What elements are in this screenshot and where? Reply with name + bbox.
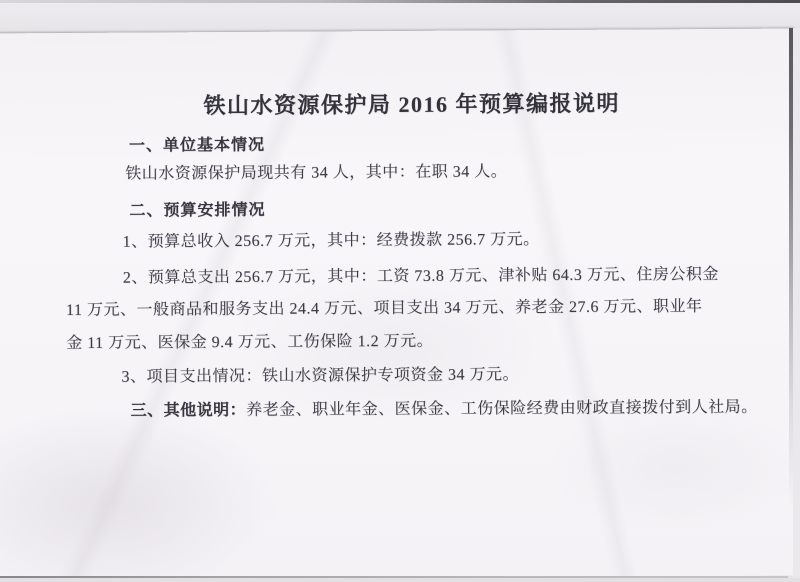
section2-item2-line3: 金 11 万元、医保金 9.4 万元、工伤保险 1.2 万元。 <box>66 332 434 353</box>
section2-item2-line2: 11 万元、一般商品和服务支出 24.4 万元、项目支出 34 万元、养老金 27.6 万元、职业年 <box>65 298 703 320</box>
scanner-right-gutter <box>793 28 800 582</box>
scanner-bottom-gutter <box>0 578 800 582</box>
section2-item1: 1、预算总收入 256.7 万元，其中：经费拨款 256.7 万元。 <box>122 231 540 251</box>
section3-body: 养老金、职业年金、医保金、工伤保险经费由财政直接拨付到人社局。 <box>246 398 758 419</box>
section1-body: 铁山水资源保护局现共有 34 人，其中：在职 34 人。 <box>125 163 508 183</box>
document-text-layer <box>0 29 798 581</box>
section3-paragraph <box>131 397 758 423</box>
section2-heading: 二、预算安排情况 <box>129 201 266 220</box>
section2-item3: 3、项目支出情况：铁山水资源保护专项资金 34 万元。 <box>121 366 519 386</box>
paper-sheet <box>0 29 798 581</box>
document-title: 铁山水资源保护局 2016 年预算编报说明 <box>203 90 621 119</box>
section1-heading: 一、单位基本情况 <box>128 136 266 155</box>
section2-item2-line1: 2、预算总支出 256.7 万元，其中：工资 73.8 万元、津补贴 64.3 万元、住房公积金 <box>122 266 719 287</box>
section3-heading: 三、其他说明： <box>130 401 247 420</box>
